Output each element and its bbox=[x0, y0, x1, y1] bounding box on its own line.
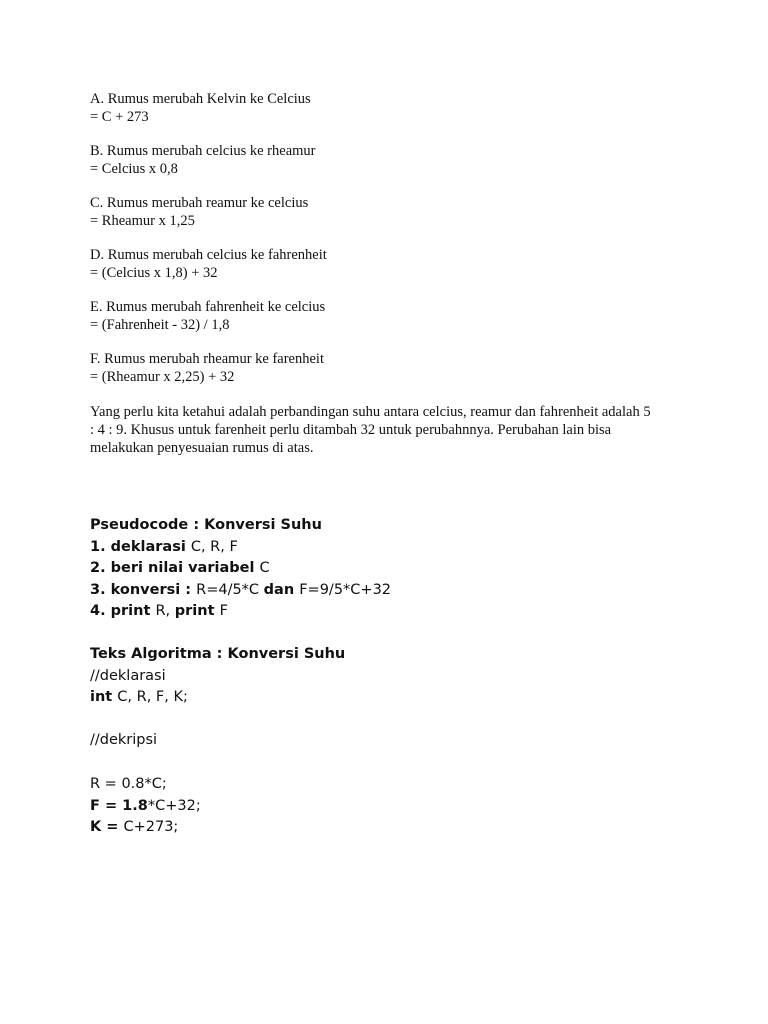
decl-line bbox=[90, 687, 690, 709]
code-part: K = bbox=[90, 819, 124, 835]
pseudocode-step bbox=[90, 537, 690, 559]
variable-list: C, R, F, K; bbox=[117, 689, 188, 705]
conversion-title: F. Rumus merubah rheamur ke farenheit bbox=[90, 351, 324, 367]
step-args: R=4/5*C bbox=[196, 581, 264, 598]
code-line-k bbox=[90, 817, 690, 839]
step-keyword: 1. deklarasi bbox=[90, 538, 191, 555]
conversion-formula: = Celcius x 0,8 bbox=[90, 161, 178, 177]
pseudocode-section bbox=[90, 515, 690, 623]
conversion-title: A. Rumus merubah Kelvin ke Celcius bbox=[90, 91, 311, 107]
note-line: : 4 : 9. Khusus untuk farenheit perlu ditambah 32 untuk perubahnnya. Perubahan lain bisa bbox=[90, 422, 612, 438]
step-args: C, R, F bbox=[190, 538, 238, 555]
algoritma-section bbox=[90, 644, 690, 709]
conversion-c bbox=[90, 194, 690, 230]
pseudocode-step bbox=[90, 558, 690, 580]
step-keyword: 4. print bbox=[90, 603, 156, 619]
pseudocode-heading: Pseudocode : Konversi Suhu bbox=[90, 517, 322, 533]
conversion-title: E. Rumus merubah fahrenheit ke celcius bbox=[90, 299, 326, 315]
step-args: F=9/5*C+32 bbox=[299, 581, 392, 598]
conversion-f bbox=[90, 350, 690, 386]
step-keyword: 3. konversi : bbox=[90, 581, 197, 598]
code-line-f bbox=[90, 796, 690, 818]
conversion-a bbox=[90, 90, 690, 126]
pseudocode-step bbox=[90, 601, 690, 623]
code-lines bbox=[90, 774, 690, 839]
step-args: R, bbox=[155, 603, 175, 619]
conversion-d bbox=[90, 246, 690, 282]
conversion-formula: = (Fahrenheit - 32) / 1,8 bbox=[90, 317, 230, 333]
code-part: *C+32; bbox=[147, 797, 201, 814]
step-keyword: print bbox=[174, 603, 220, 619]
conversion-formula: = Rheamur x 1,25 bbox=[90, 213, 195, 229]
conversion-e bbox=[90, 298, 690, 334]
decl-comment: //deklarasi bbox=[90, 667, 166, 684]
code-part: F = 1.8 bbox=[90, 797, 148, 814]
conversion-formula: = (Rheamur x 2,25) + 32 bbox=[90, 369, 235, 385]
note-line: Yang perlu kita ketahui adalah perbandingan suhu antara celcius, reamur dan fahrenheit adalah 5 bbox=[90, 404, 651, 420]
code-part: C+273; bbox=[123, 819, 179, 835]
conversion-b bbox=[90, 142, 690, 178]
conversion-title: B. Rumus merubah celcius ke rheamur bbox=[90, 143, 316, 159]
step-keyword: dan bbox=[263, 581, 300, 598]
conversion-title: D. Rumus merubah celcius ke fahrenheit bbox=[90, 247, 327, 263]
code-line-r: R = 0.8*C; bbox=[90, 776, 167, 792]
step-args: C bbox=[259, 560, 270, 576]
note-line: melakukan penyesuaian rumus di atas. bbox=[90, 440, 314, 456]
step-keyword: 2. beri nilai variabel bbox=[90, 560, 260, 576]
step-args: F bbox=[219, 603, 228, 619]
pseudocode-step bbox=[90, 580, 690, 602]
desc-comment: //dekripsi bbox=[90, 732, 158, 748]
type-keyword: int bbox=[90, 689, 118, 705]
ratio-note bbox=[90, 403, 690, 457]
conversion-formula: = C + 273 bbox=[90, 109, 149, 125]
conversion-title: C. Rumus merubah reamur ke celcius bbox=[90, 195, 309, 211]
conversion-formula: = (Celcius x 1,8) + 32 bbox=[90, 265, 218, 281]
description-section bbox=[90, 730, 690, 752]
algoritma-heading: Teks Algoritma : Konversi Suhu bbox=[90, 646, 346, 662]
